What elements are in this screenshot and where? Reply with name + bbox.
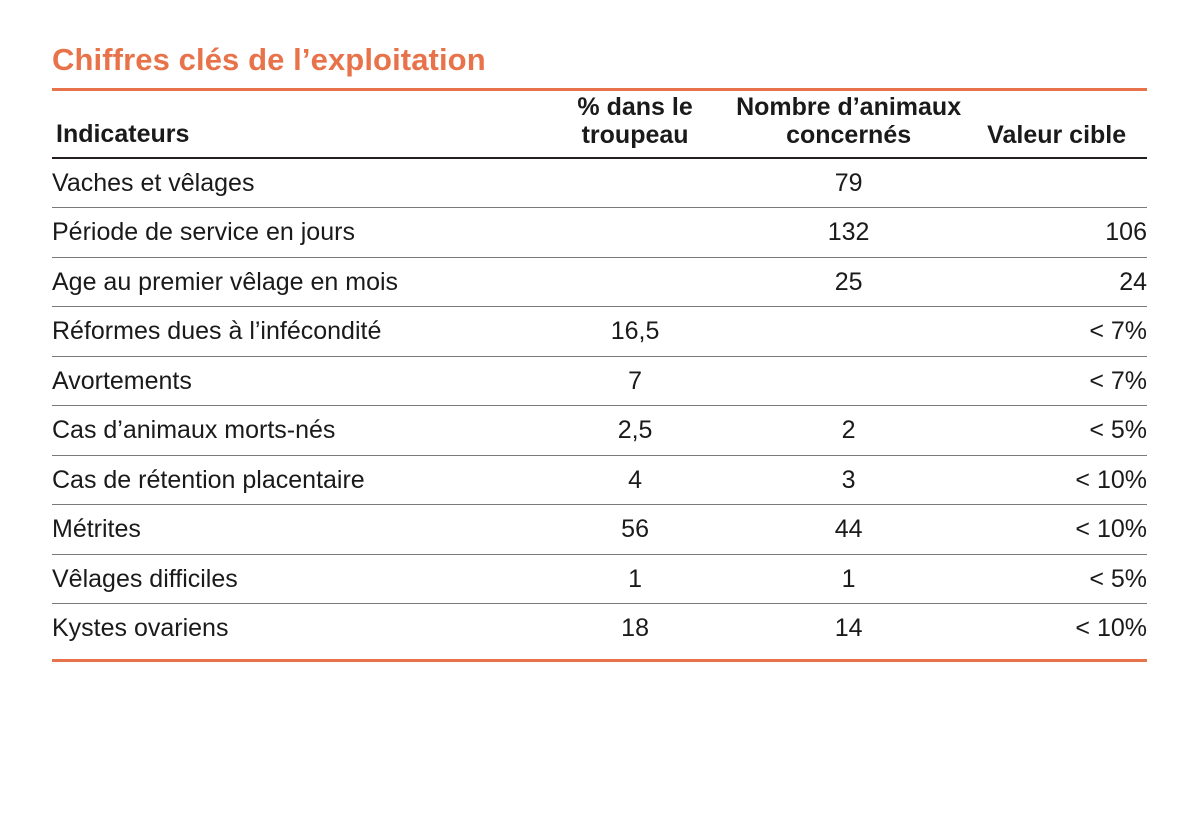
page-title: Chiffres clés de l’exploitation xyxy=(52,42,486,77)
column-header-nombre-animaux: Nombre d’animaux concernés xyxy=(731,93,966,158)
cell-nombre: 79 xyxy=(731,158,966,208)
table-row xyxy=(52,356,1147,406)
title-divider-top xyxy=(52,88,1147,91)
cell-cible xyxy=(966,158,1147,208)
cell-nombre: 3 xyxy=(731,455,966,505)
column-header-indicateurs: Indicateurs xyxy=(52,93,539,158)
column-header-pct-troupeau: % dans le troupeau xyxy=(539,93,731,158)
table-header xyxy=(52,93,1147,158)
cell-cible: < 10% xyxy=(966,505,1147,555)
table-row xyxy=(52,455,1147,505)
cell-pct: 7 xyxy=(539,356,731,406)
cell-cible: 24 xyxy=(966,257,1147,307)
cell-pct xyxy=(539,158,731,208)
cell-pct: 1 xyxy=(539,554,731,604)
cell-pct: 4 xyxy=(539,455,731,505)
cell-nombre: 14 xyxy=(834,614,863,643)
cell-nombre: 44 xyxy=(731,505,966,555)
cell-cible: < 5% xyxy=(966,554,1147,604)
table-divider-bottom xyxy=(52,659,1147,662)
table-row xyxy=(52,604,1147,653)
cell-nombre xyxy=(731,307,966,357)
table-row xyxy=(52,208,1147,258)
cell-cible: < 10% xyxy=(966,455,1147,505)
cell-cible: < 10% xyxy=(1075,614,1147,643)
cell-nombre: 132 xyxy=(731,208,966,258)
cell-indicateur: Age au premier vêlage en mois xyxy=(52,257,539,307)
table-row xyxy=(52,257,1147,307)
table-row xyxy=(52,406,1147,456)
cell-pct: 2,5 xyxy=(539,406,731,456)
cell-nombre: 25 xyxy=(731,257,966,307)
cell-cible: < 7% xyxy=(966,307,1147,357)
cell-cible: < 7% xyxy=(966,356,1147,406)
cell-pct xyxy=(539,257,731,307)
cell-nombre: 2 xyxy=(731,406,966,456)
cell-pct: 56 xyxy=(539,505,731,555)
cell-indicateur: Cas d’animaux morts-nés xyxy=(52,406,539,456)
cell-indicateur: Kystes ovariens xyxy=(52,614,229,643)
cell-indicateur: Vêlages difficiles xyxy=(52,554,539,604)
table-row xyxy=(52,158,1147,208)
cell-indicateur: Vaches et vêlages xyxy=(52,158,539,208)
cell-pct: 18 xyxy=(621,614,649,643)
cell-indicateur: Cas de rétention placentaire xyxy=(52,455,539,505)
key-figures-table xyxy=(52,93,1147,653)
cell-pct xyxy=(539,208,731,258)
cell-cible: 106 xyxy=(966,208,1147,258)
table-row xyxy=(52,307,1147,357)
cell-pct: 16,5 xyxy=(539,307,731,357)
table-row xyxy=(52,505,1147,555)
cell-nombre xyxy=(731,356,966,406)
table-body xyxy=(52,158,1147,653)
cell-indicateur: Métrites xyxy=(52,505,539,555)
column-header-valeur-cible: Valeur cible xyxy=(966,93,1147,158)
table-row xyxy=(52,554,1147,604)
cell-nombre: 1 xyxy=(731,554,966,604)
cell-indicateur: Réformes dues à l’infécondité xyxy=(52,307,539,357)
cell-indicateur: Avortements xyxy=(52,356,539,406)
cell-cible: < 5% xyxy=(966,406,1147,456)
cell-indicateur: Période de service en jours xyxy=(52,208,539,258)
